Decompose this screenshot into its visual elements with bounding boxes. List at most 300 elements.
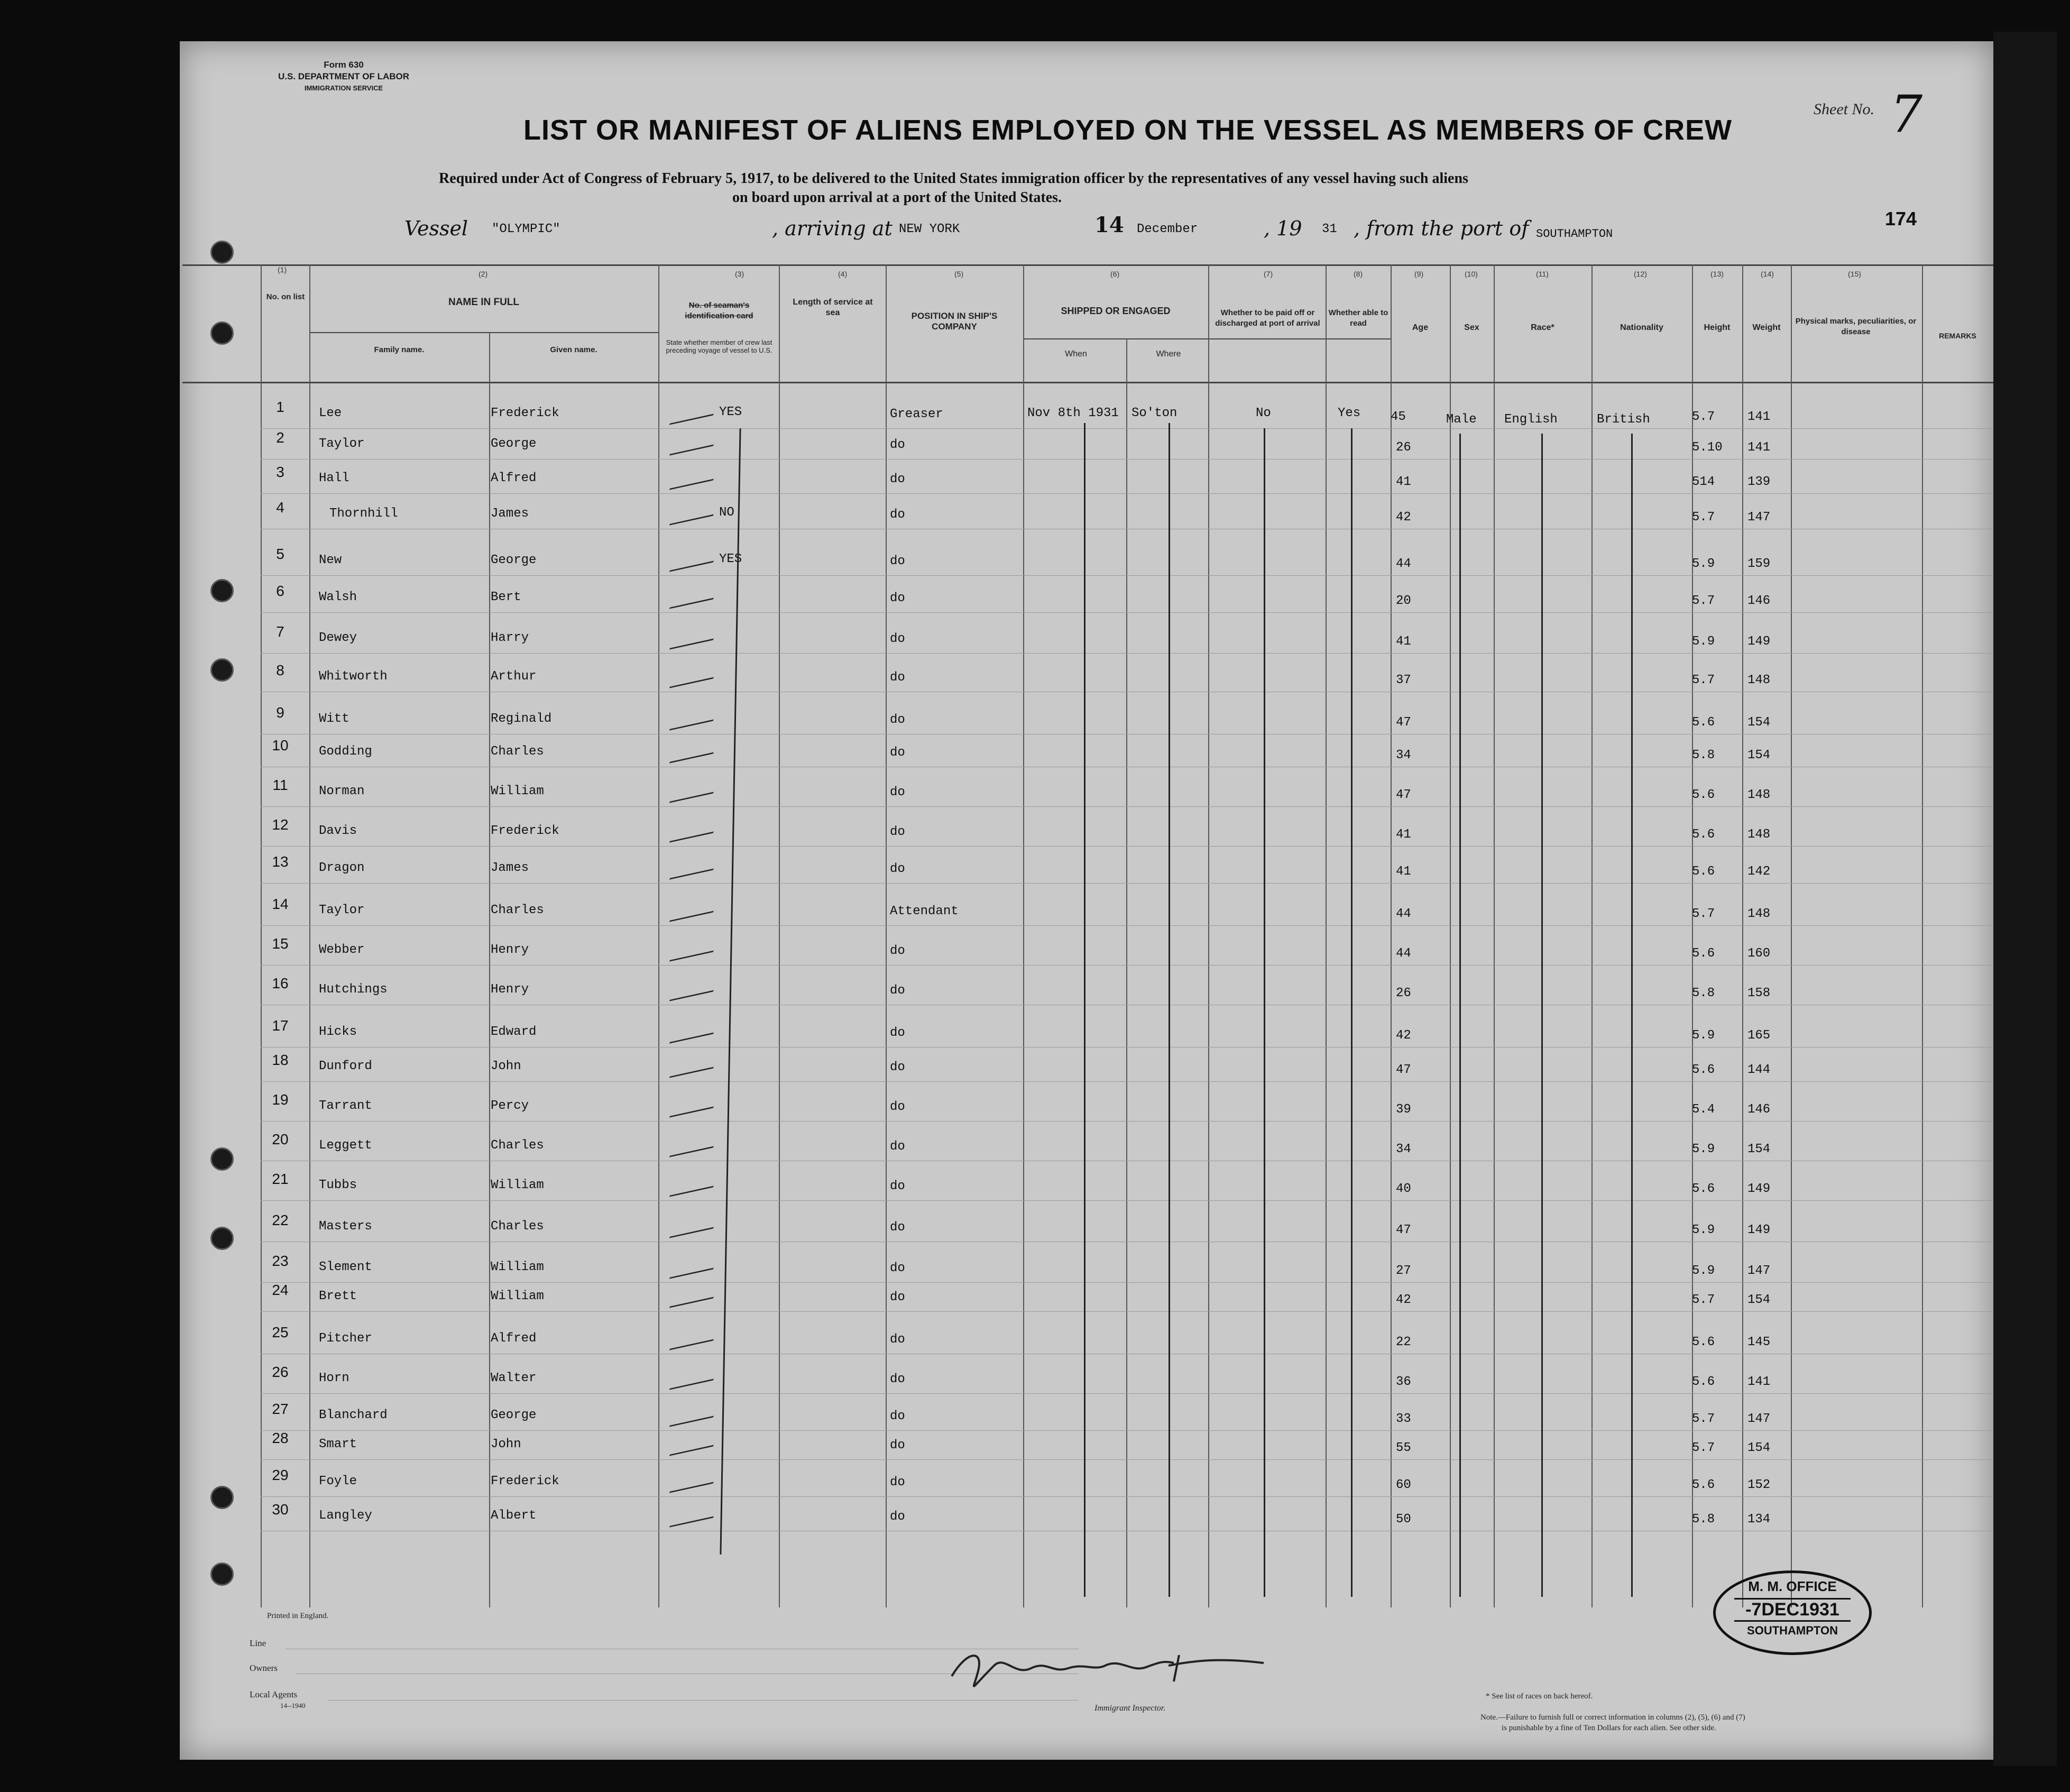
col-6-number: (6): [1110, 270, 1120, 278]
ditto-line: [1084, 423, 1085, 1597]
position-value: Attendant: [890, 904, 959, 918]
form-number: Form 630: [324, 60, 364, 70]
family-name: Tarrant: [319, 1099, 372, 1113]
weight-value: 144: [1747, 1063, 1771, 1077]
check-mark: [669, 465, 722, 490]
row-number: 18: [272, 1052, 289, 1068]
position-value: do: [890, 472, 905, 486]
row-rule: [261, 653, 1993, 654]
position-value: do: [890, 1510, 905, 1524]
family-name: Webber: [319, 943, 365, 957]
check-mark: [669, 501, 722, 525]
check-mark: [669, 1053, 722, 1078]
family-name: Dunford: [319, 1059, 372, 1073]
row-rule: [261, 846, 1993, 847]
age-value: 55: [1396, 1441, 1411, 1455]
family-name: Norman: [319, 784, 365, 798]
given-name: William: [491, 1260, 544, 1274]
line-label: Line: [250, 1638, 266, 1648]
age-value: 44: [1396, 946, 1411, 961]
inspector-signature: [946, 1644, 1274, 1692]
family-name: Davis: [319, 824, 357, 838]
given-name: William: [491, 1289, 544, 1303]
check-mark: [669, 897, 722, 922]
col-8-number: (8): [1354, 270, 1363, 278]
height-value: 5.7: [1692, 1412, 1715, 1426]
agents-label: Local Agents: [250, 1689, 298, 1699]
check-mark: [669, 664, 722, 688]
row-number: 8: [276, 662, 284, 678]
header-shipped-engaged: SHIPPED OR ENGAGED: [1061, 306, 1171, 316]
height-value: 5.6: [1692, 828, 1715, 842]
position-value: do: [890, 1261, 905, 1275]
weight-value: 165: [1747, 1028, 1771, 1043]
col-3-number: (3): [735, 270, 744, 278]
given-name: Albert: [491, 1509, 537, 1523]
row-number: 4: [276, 499, 284, 516]
subtitle-line-1: Required under Act of Congress of February 5, 1917, to be delivered to the United States immigration officer by the representatives of any vessel having such aliens: [439, 170, 1468, 187]
age-value: 42: [1396, 510, 1411, 525]
row-rule: [261, 925, 1993, 926]
given-name: Henry: [491, 982, 529, 997]
weight-value: 154: [1747, 1142, 1771, 1156]
weight-value: 154: [1747, 748, 1771, 762]
col-4-number: (4): [838, 270, 848, 278]
row-number: 5: [276, 546, 284, 562]
header-where: Where: [1156, 350, 1181, 359]
header-no-on-list: No. on list: [266, 292, 305, 301]
check-mark: [669, 547, 722, 572]
stamp-bottom: SOUTHAMPTON: [1747, 1624, 1838, 1637]
height-value: 5.9: [1692, 1028, 1715, 1043]
check-mark: [669, 1019, 722, 1043]
header-physical-marks: Physical marks, peculiarities, or disease: [1795, 317, 1917, 336]
weight-value: 147: [1747, 1264, 1771, 1278]
family-name: Godding: [319, 745, 372, 759]
position-value: do: [890, 746, 905, 760]
age-value: 47: [1396, 715, 1411, 730]
family-name: Taylor: [319, 437, 365, 451]
given-name: Frederick: [491, 1474, 559, 1488]
family-name: Thornhill: [329, 507, 398, 521]
family-name: Foyle: [319, 1474, 357, 1488]
sheet-label: Sheet No.: [1814, 100, 1874, 118]
weight-value: 147: [1747, 510, 1771, 525]
row-rule: [261, 575, 1993, 576]
height-value: 5.6: [1692, 1182, 1715, 1196]
row-number: 22: [272, 1212, 289, 1228]
row-number: 23: [272, 1253, 289, 1269]
position-value: do: [890, 1139, 905, 1154]
col-7-number: (7): [1264, 270, 1273, 278]
height-value: 5.9: [1692, 1142, 1715, 1156]
check-mark: [669, 1093, 722, 1117]
races-note: * See list of races on back hereof.: [1486, 1692, 1593, 1701]
given-name: Henry: [491, 943, 529, 957]
check-mark: [669, 1431, 722, 1456]
check-mark: [669, 1468, 722, 1493]
row-number: 2: [276, 429, 284, 446]
race-value: English: [1504, 412, 1558, 427]
position-value: do: [890, 508, 905, 522]
given-name: Reginald: [491, 712, 552, 726]
height-value: 5.7: [1692, 673, 1715, 687]
family-name: Blanchard: [319, 1408, 388, 1422]
given-name: Walter: [491, 1371, 537, 1385]
given-name: Alfred: [491, 1331, 537, 1346]
row-rule: [261, 1311, 1993, 1312]
family-name: New: [319, 553, 342, 567]
position-value: do: [890, 554, 905, 568]
row-rule: [261, 1121, 1993, 1122]
subtitle-line-2: on board upon arrival at a port of the United States.: [732, 189, 1062, 206]
weight-value: 139: [1747, 475, 1771, 489]
position-value: do: [890, 670, 905, 685]
weight-value: 141: [1747, 410, 1771, 424]
given-name: George: [491, 553, 537, 567]
col-10-number: (10): [1465, 270, 1478, 278]
header-name-in-full: NAME IN FULL: [448, 297, 520, 308]
departure-port: SOUTHAMPTON: [1536, 227, 1613, 241]
given-name: Frederick: [491, 406, 559, 420]
page-title: LIST OR MANIFEST OF ALIENS EMPLOYED ON THE VESSEL AS MEMBERS OF CREW: [523, 114, 1733, 146]
arriving-label: , arriving at: [772, 217, 893, 240]
arrival-day: 14: [1094, 213, 1124, 237]
age-value: 34: [1396, 748, 1411, 762]
age-value: 41: [1396, 865, 1411, 879]
year-prefix: , 19: [1264, 217, 1302, 240]
given-name: Charles: [491, 1219, 544, 1234]
position-value: do: [890, 825, 905, 839]
check-mark: [669, 778, 722, 803]
printed-note: Printed in England.: [267, 1612, 329, 1620]
col-15-number: (15): [1848, 270, 1861, 278]
height-value: 5.7: [1692, 594, 1715, 608]
age-value: 41: [1396, 475, 1411, 489]
ditto-line: [720, 428, 741, 1555]
row-number: 29: [272, 1467, 289, 1483]
age-value: 26: [1396, 986, 1411, 1000]
height-value: 5.6: [1692, 1335, 1715, 1349]
row-rule: [261, 612, 1993, 613]
header-height: Height: [1704, 323, 1731, 332]
header-age: Age: [1412, 323, 1429, 332]
id-card-value: YES: [719, 552, 742, 566]
check-mark: [669, 1503, 722, 1527]
row-number: 16: [272, 975, 289, 991]
age-value: 44: [1396, 557, 1411, 571]
row-rule: [261, 459, 1993, 460]
family-name: Whitworth: [319, 669, 388, 684]
shipped-when: Nov 8th 1931: [1027, 406, 1119, 420]
given-name: Charles: [491, 903, 544, 917]
department: U.S. DEPARTMENT OF LABOR: [278, 71, 410, 81]
age-value: 36: [1396, 1375, 1411, 1389]
given-name: Alfred: [491, 471, 537, 485]
weight-value: 149: [1747, 1182, 1771, 1196]
position-value: Greaser: [890, 407, 943, 421]
position-value: do: [890, 1372, 905, 1386]
position-value: do: [890, 632, 905, 646]
row-number: 6: [276, 583, 284, 599]
form-code: 14--1940: [280, 1702, 306, 1710]
col-2-number: (2): [479, 270, 488, 278]
owners-label: Owners: [250, 1663, 278, 1673]
row-number: 13: [272, 853, 289, 870]
given-name: William: [491, 784, 544, 798]
row-number: 27: [272, 1401, 289, 1417]
weight-value: 147: [1747, 1412, 1771, 1426]
check-mark: [669, 584, 722, 609]
family-name: Witt: [319, 712, 349, 726]
header-remarks: REMARKS: [1939, 332, 1976, 340]
weight-value: 159: [1747, 557, 1771, 571]
id-card-value: NO: [719, 506, 734, 520]
paid-off-value: No: [1256, 406, 1271, 420]
weight-value: 146: [1747, 1102, 1771, 1117]
weight-value: 148: [1747, 788, 1771, 802]
age-value: 60: [1396, 1478, 1411, 1492]
row-number: 3: [276, 464, 284, 480]
punch-hole: [210, 241, 234, 264]
family-name: Hall: [319, 471, 349, 485]
position-value: do: [890, 1332, 905, 1347]
given-name: James: [491, 861, 529, 875]
height-value: 5.6: [1692, 715, 1715, 730]
check-mark: [669, 977, 722, 1001]
row-number: 24: [272, 1282, 289, 1298]
age-value: 47: [1396, 1063, 1411, 1077]
given-name: Arthur: [491, 669, 537, 684]
col-12-number: (12): [1634, 270, 1647, 278]
family-name: Dragon: [319, 861, 365, 875]
given-name: Charles: [491, 1138, 544, 1153]
weight-value: 154: [1747, 1293, 1771, 1307]
height-value: 5.8: [1692, 986, 1715, 1000]
check-mark: [669, 431, 722, 455]
position-value: do: [890, 591, 905, 605]
note-line-2: is punishable by a fine of Ten Dollars for each alien. See other side.: [1502, 1724, 1716, 1732]
from-port-label: , from the port of: [1354, 217, 1529, 240]
weight-value: 148: [1747, 828, 1771, 842]
inspector-label: Immigrant Inspector.: [1094, 1704, 1166, 1713]
given-name: George: [491, 1408, 537, 1422]
row-number: 30: [272, 1501, 289, 1518]
family-name: Walsh: [319, 590, 357, 604]
check-mark: [669, 1214, 722, 1238]
family-name: Leggett: [319, 1138, 372, 1153]
row-number: 26: [272, 1364, 289, 1380]
height-value: 5.7: [1692, 1441, 1715, 1455]
service: IMMIGRATION SERVICE: [304, 84, 383, 92]
row-number: 7: [276, 623, 284, 640]
position-value: do: [890, 944, 905, 958]
family-name: Taylor: [319, 903, 365, 917]
header-race: Race*: [1531, 323, 1554, 332]
ditto-line: [1459, 434, 1461, 1597]
header-id-card: No. of seaman's identification card: [685, 301, 753, 320]
position-value: do: [890, 713, 905, 727]
row-rule: [261, 883, 1993, 884]
row-rule: [261, 1430, 1993, 1431]
row-rule: [261, 493, 1993, 494]
family-name: Brett: [319, 1289, 357, 1303]
weight-value: 158: [1747, 986, 1771, 1000]
shipped-where: So'ton: [1131, 406, 1177, 420]
height-value: 5.6: [1692, 1478, 1715, 1492]
given-name: William: [491, 1178, 544, 1192]
ditto-line: [1631, 434, 1633, 1597]
height-value: 5.9: [1692, 1264, 1715, 1278]
family-name: Masters: [319, 1219, 372, 1234]
height-value: 5.6: [1692, 865, 1715, 879]
height-value: 5.7: [1692, 1293, 1715, 1307]
row-number: 25: [272, 1324, 289, 1340]
row-number: 11: [272, 777, 288, 793]
row-rule: [261, 428, 1993, 429]
check-mark: [669, 1402, 722, 1427]
header-family-name: Family name.: [374, 345, 425, 354]
age-value: 47: [1396, 788, 1411, 802]
weight-value: 160: [1747, 946, 1771, 961]
col-9-number: (9): [1414, 270, 1424, 278]
header-paid-off: Whether to be paid off or discharged at port of arrival: [1215, 308, 1320, 328]
height-value: 514: [1692, 475, 1715, 489]
check-mark: [669, 1133, 722, 1157]
vessel-label: Vessel: [404, 217, 468, 240]
check-mark: [669, 818, 722, 842]
check-mark: [669, 739, 722, 763]
age-value: 40: [1396, 1182, 1411, 1196]
ditto-line: [1351, 428, 1353, 1597]
position-value: do: [890, 1475, 905, 1490]
row-rule: [261, 1200, 1993, 1201]
height-value: 5.7: [1692, 510, 1715, 525]
check-mark: [669, 855, 722, 879]
stamp-top: M. M. OFFICE: [1748, 1578, 1837, 1594]
position-value: do: [890, 1100, 905, 1114]
row-number: 17: [272, 1017, 289, 1034]
row-number: 14: [272, 896, 289, 912]
header-weight: Weight: [1752, 323, 1781, 332]
age-value: 20: [1396, 594, 1411, 608]
age-value: 42: [1396, 1293, 1411, 1307]
check-mark: [669, 1365, 722, 1390]
col-13-number: (13): [1710, 270, 1724, 278]
family-name: Smart: [319, 1437, 357, 1451]
position-value: do: [890, 438, 905, 452]
given-name: John: [491, 1437, 521, 1451]
weight-value: 148: [1747, 907, 1771, 921]
row-number: 15: [272, 935, 289, 952]
height-value: 5.6: [1692, 1375, 1715, 1389]
position-value: do: [890, 1179, 905, 1193]
row-number: 9: [276, 704, 284, 721]
weight-value: 141: [1747, 440, 1771, 455]
arrival-year: 31: [1322, 222, 1337, 236]
ditto-line: [1541, 434, 1543, 1597]
age-value: 41: [1396, 635, 1411, 649]
weight-value: 134: [1747, 1512, 1771, 1527]
ditto-line: [1169, 423, 1170, 1597]
sheet-number: 7: [1890, 85, 1923, 144]
position-value: do: [890, 1409, 905, 1423]
note-line-1: Note.—Failure to furnish full or correct information in columns (2), (5), (6) and (7): [1480, 1713, 1745, 1722]
crew-table: [182, 264, 1993, 1610]
header-sex: Sex: [1464, 323, 1479, 332]
col-1-number: (1): [278, 265, 287, 274]
age-value: 22: [1396, 1335, 1411, 1349]
given-name: Percy: [491, 1099, 529, 1113]
check-mark: [669, 1172, 722, 1197]
age-value: 33: [1396, 1412, 1411, 1426]
check-mark: [669, 937, 722, 961]
height-value: 5.4: [1692, 1102, 1715, 1117]
given-name: George: [491, 437, 537, 451]
weight-value: 149: [1747, 635, 1771, 649]
weight-value: 154: [1747, 1441, 1771, 1455]
check-mark: [669, 1326, 722, 1350]
check-mark: [669, 1254, 722, 1279]
weight-value: 154: [1747, 715, 1771, 730]
row-rule: [261, 1496, 1993, 1497]
row-number: 10: [272, 737, 289, 753]
row-rule: [261, 1282, 1993, 1283]
age-value: 50: [1396, 1512, 1411, 1527]
height-value: 5.6: [1692, 788, 1715, 802]
header-length-service: Length of service at sea: [793, 298, 873, 317]
row-number: 20: [272, 1131, 289, 1147]
col-5-number: (5): [954, 270, 964, 278]
family-name: Slement: [319, 1260, 372, 1274]
scan-dark-edge: [1993, 32, 2057, 1766]
row-rule: [261, 1459, 1993, 1460]
family-name: Hutchings: [319, 982, 388, 997]
family-name: Lee: [319, 406, 342, 420]
row-rule: [261, 1081, 1993, 1082]
arrival-port: NEW YORK: [899, 222, 960, 236]
given-name: Edward: [491, 1025, 537, 1039]
family-name: Hicks: [319, 1025, 357, 1039]
age-value: 44: [1396, 907, 1411, 921]
position-value: do: [890, 1290, 905, 1304]
ditto-line: [1264, 428, 1265, 1597]
row-rule: [261, 806, 1993, 807]
check-mark: [669, 400, 722, 425]
given-name: Frederick: [491, 824, 559, 838]
row-number: 21: [272, 1171, 289, 1187]
row-rule: [261, 1393, 1993, 1394]
height-value: 5.8: [1692, 1512, 1715, 1527]
given-name: John: [491, 1059, 521, 1073]
family-name: Dewey: [319, 631, 357, 645]
position-value: do: [890, 785, 905, 799]
arrival-month: December: [1137, 222, 1198, 236]
header-id-note: State whether member of crew last preceding voyage of vessel to U.S.: [666, 338, 772, 354]
age-value: 42: [1396, 1028, 1411, 1043]
header-given-name: Given name.: [550, 345, 597, 354]
family-name: Horn: [319, 1371, 349, 1385]
age-value: 45: [1391, 410, 1406, 424]
vessel-name: "OLYMPIC": [492, 222, 560, 236]
header-able-to-read: Whether able to read: [1328, 308, 1388, 328]
height-value: 5.7: [1692, 410, 1715, 424]
height-value: 5.8: [1692, 748, 1715, 762]
col-11-number: (11): [1536, 270, 1549, 278]
row-number: 12: [272, 816, 289, 833]
check-mark: [669, 706, 722, 730]
family-name: Pitcher: [319, 1331, 372, 1346]
